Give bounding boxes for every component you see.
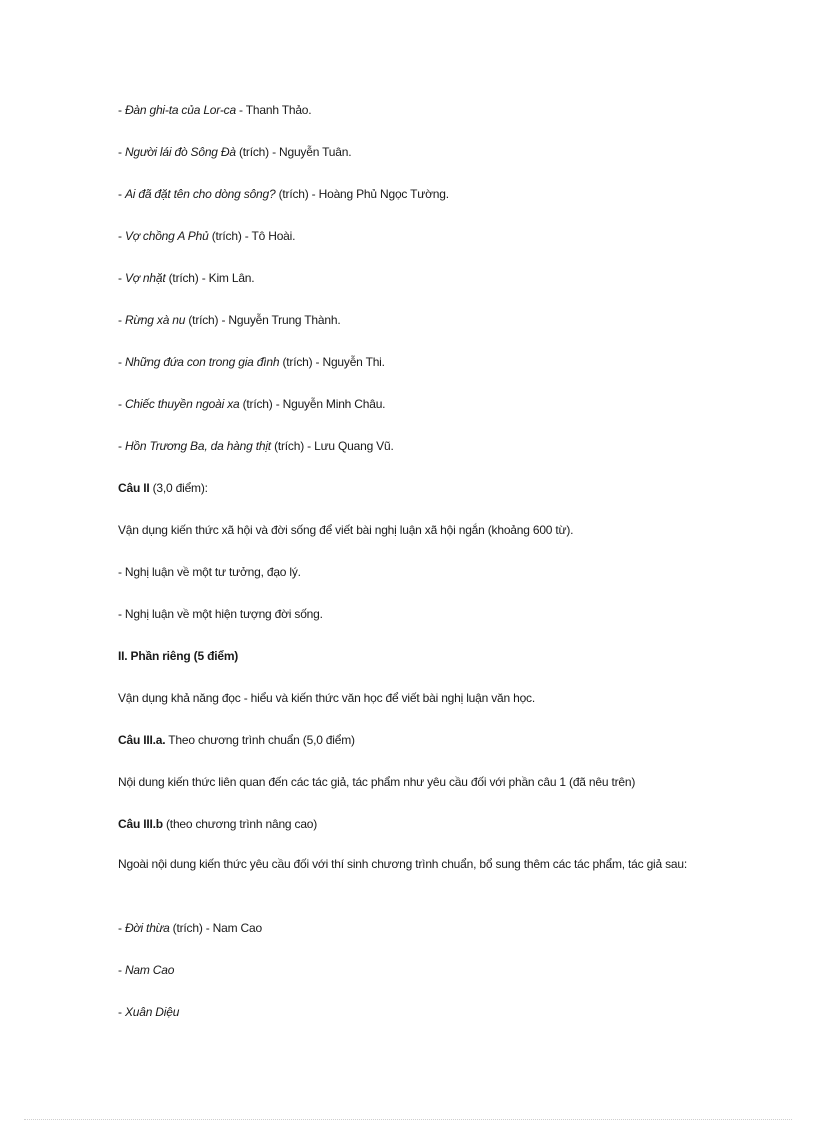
- work-note: (trích): [239, 397, 273, 411]
- work-dash: -: [118, 145, 125, 159]
- work-note: (trích): [208, 229, 242, 243]
- work-title: Xuân Diệu: [124, 1005, 180, 1019]
- work-author: Nguyễn Thi.: [322, 355, 385, 369]
- page-bottom-divider: [24, 1119, 792, 1120]
- work-dash: -: [118, 271, 125, 285]
- work-note: (trích): [165, 271, 199, 285]
- work-title: Những đứa con trong gia đình: [124, 355, 280, 369]
- work-item: [118, 270, 698, 287]
- work-dash: -: [118, 103, 125, 117]
- extra-work-item: [118, 962, 698, 979]
- work-separator: -: [218, 313, 229, 327]
- work-separator: -: [241, 229, 252, 243]
- work-note: (trích): [275, 187, 309, 201]
- extra-work-item: [118, 920, 698, 937]
- work-title: Người lái đò Sông Đà: [124, 145, 236, 159]
- work-item: [118, 438, 698, 455]
- work-dash: -: [118, 963, 125, 977]
- work-author: Nguyễn Minh Châu.: [282, 397, 386, 411]
- cau3b-text: (theo chương trình nâng cao): [162, 817, 318, 831]
- work-item: [118, 144, 698, 161]
- cau3b-description: Ngoài nội dung kiến thức yêu cầu đối với thí sinh chương trình chuẩn, bổ sung thêm các tác phẩm, tác giả sau:: [118, 857, 688, 871]
- work-item: [118, 228, 698, 245]
- work-dash: -: [118, 921, 125, 935]
- cau2-item: - Nghị luận về một tư tưởng, đạo lý.: [118, 565, 301, 579]
- work-note: (trích): [270, 439, 305, 453]
- work-separator: -: [272, 397, 283, 411]
- work-title: Rừng xà nu: [124, 313, 186, 327]
- work-dash: -: [118, 229, 125, 243]
- cau2-label: Câu II: [118, 481, 150, 495]
- work-item: [118, 354, 698, 371]
- work-author: Thanh Thảo.: [245, 103, 312, 117]
- work-item: [118, 312, 698, 329]
- work-dash: -: [118, 439, 125, 453]
- section-description: Vận dụng khả năng đọc - hiểu và kiến thức văn học để viết bài nghị luận văn học.: [118, 691, 535, 705]
- work-title: Vợ chồng A Phủ: [124, 229, 209, 243]
- work-note: (trích): [185, 313, 219, 327]
- work-separator: -: [308, 187, 319, 201]
- work-title: Đời thừa: [124, 921, 170, 935]
- cau2-points: (3,0 điểm):: [149, 481, 208, 495]
- work-note: (trích): [279, 355, 313, 369]
- work-note: (trích): [235, 145, 269, 159]
- work-dash: -: [118, 397, 125, 411]
- section-heading: II. Phần riêng (5 điểm): [118, 649, 239, 663]
- cau3a-text: Theo chương trình chuẩn (5,0 điểm): [165, 733, 355, 747]
- cau3b-label: Câu III.b: [118, 817, 163, 831]
- work-separator: -: [198, 271, 209, 285]
- cau3b-heading: [118, 816, 698, 833]
- work-dash: -: [118, 313, 125, 327]
- extra-work-item: [118, 1004, 698, 1021]
- work-item: [118, 186, 698, 203]
- work-author: Nguyễn Trung Thành.: [228, 313, 341, 327]
- work-item: [118, 396, 698, 413]
- work-item: [118, 102, 698, 119]
- work-dash: -: [118, 187, 125, 201]
- work-separator: -: [312, 355, 323, 369]
- work-title: Chiếc thuyền ngoài xa: [124, 397, 240, 411]
- work-dash: -: [118, 355, 125, 369]
- work-author: Hoàng Phủ Ngọc Tường.: [318, 187, 449, 201]
- work-separator: -: [235, 103, 246, 117]
- cau2-heading: [118, 480, 698, 497]
- work-title: Ai đã đặt tên cho dòng sông?: [124, 187, 276, 201]
- work-author: Nguyễn Tuân.: [279, 145, 352, 159]
- cau3a-label: Câu III.a.: [118, 733, 166, 747]
- cau3a-heading: [118, 732, 698, 749]
- work-note: (trích) - Nam Cao: [169, 921, 262, 935]
- work-author: Tô Hoài.: [251, 229, 296, 243]
- work-author: Kim Lân.: [208, 271, 255, 285]
- work-author: Lưu Quang Vũ.: [314, 439, 394, 453]
- work-title: Hồn Trương Ba, da hàng thịt: [124, 439, 271, 453]
- cau3a-description: Nội dung kiến thức liên quan đến các tác giả, tác phẩm như yêu cầu đối với phần câu 1 (đã nêu trên): [118, 775, 636, 789]
- work-title: Vợ nhặt: [124, 271, 166, 285]
- work-separator: -: [268, 145, 280, 159]
- work-dash: -: [118, 1005, 125, 1019]
- cau2-item: - Nghị luận về một hiện tượng đời sống.: [118, 607, 323, 621]
- work-title: Đàn ghi-ta của Lor-ca: [124, 103, 236, 117]
- cau2-description: Vận dụng kiến thức xã hội và đời sống để viết bài nghị luận xã hội ngắn (khoảng 600 từ).: [118, 523, 574, 537]
- work-title: Nam Cao: [124, 963, 175, 977]
- work-separator: -: [304, 439, 315, 453]
